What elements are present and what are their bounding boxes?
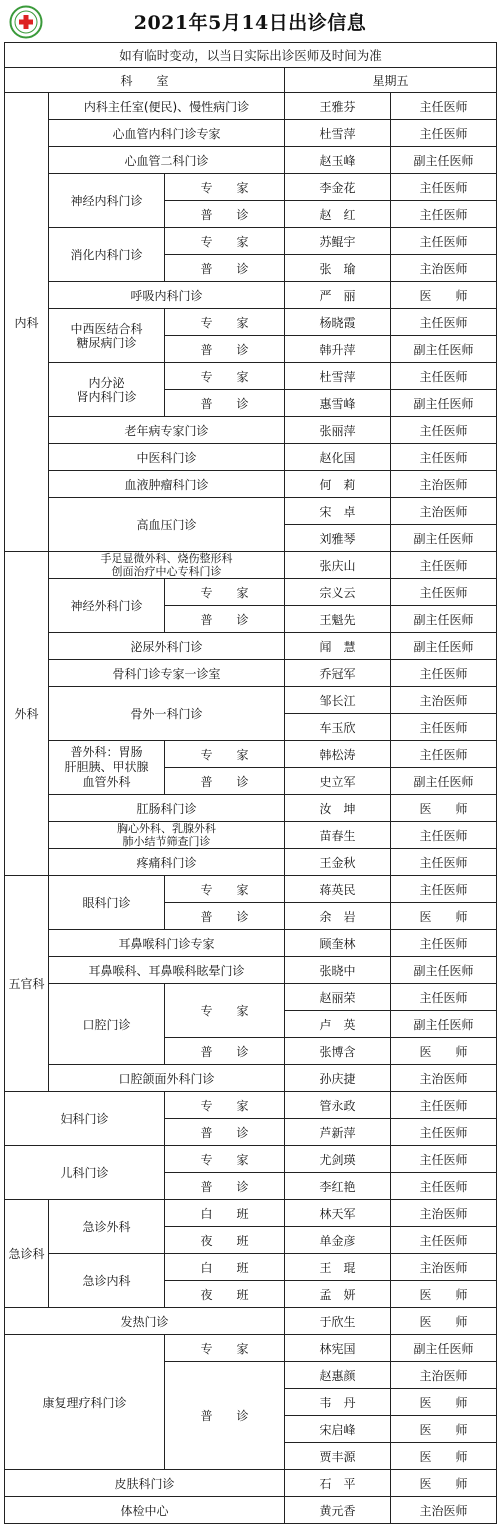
table-row bbox=[5, 1335, 497, 1362]
dept-cell: 心血管二科门诊 bbox=[49, 147, 285, 174]
table-row bbox=[5, 849, 497, 876]
dept-cell: 中西医结合科 糖尿病门诊 bbox=[49, 309, 165, 363]
type-cell: 普 诊 bbox=[165, 201, 285, 228]
doctor-name: 王雅芬 bbox=[285, 93, 391, 120]
dept-cell: 消化内科门诊 bbox=[49, 228, 165, 282]
doctor-title: 主任医师 bbox=[391, 1119, 497, 1146]
doctor-name: 杜雪萍 bbox=[285, 363, 391, 390]
type-cell: 专 家 bbox=[165, 363, 285, 390]
table-row bbox=[5, 633, 497, 660]
doctor-name: 张庆山 bbox=[285, 552, 391, 579]
doctor-name: 顾奎林 bbox=[285, 930, 391, 957]
table-row bbox=[5, 498, 497, 525]
doctor-title: 主治医师 bbox=[391, 471, 497, 498]
table-row bbox=[5, 417, 497, 444]
department-header: 科 室 bbox=[5, 68, 285, 93]
type-cell: 白 班 bbox=[165, 1200, 285, 1227]
doctor-title: 主任医师 bbox=[391, 849, 497, 876]
doctor-name: 闻 慧 bbox=[285, 633, 391, 660]
dept-cell: 耳鼻喉科门诊专家 bbox=[49, 930, 285, 957]
type-cell: 普 诊 bbox=[165, 255, 285, 282]
doctor-name: 卢 英 bbox=[285, 1011, 391, 1038]
notice-row bbox=[5, 43, 497, 68]
doctor-title: 主任医师 bbox=[391, 930, 497, 957]
schedule-table bbox=[4, 42, 497, 1524]
doctor-title: 主治医师 bbox=[391, 1200, 497, 1227]
dept-cell: 发热门诊 bbox=[5, 1308, 285, 1335]
table-row bbox=[5, 363, 497, 390]
table-row bbox=[5, 579, 497, 606]
doctor-name: 蒋英民 bbox=[285, 876, 391, 903]
dept-cell: 耳鼻喉科、耳鼻喉科眩晕门诊 bbox=[49, 957, 285, 984]
doctor-title: 主任医师 bbox=[391, 201, 497, 228]
type-cell: 专 家 bbox=[165, 876, 285, 903]
dept-cell: 胸心外科、乳腺外科 肺小结节筛查门诊 bbox=[49, 822, 285, 849]
type-cell: 专 家 bbox=[165, 1146, 285, 1173]
doctor-name: 赵 红 bbox=[285, 201, 391, 228]
dept-cell: 眼科门诊 bbox=[49, 876, 165, 930]
doctor-title: 副主任医师 bbox=[391, 390, 497, 417]
table-row bbox=[5, 282, 497, 309]
type-cell: 普 诊 bbox=[165, 606, 285, 633]
doctor-title: 医 师 bbox=[391, 1443, 497, 1470]
type-cell: 普 诊 bbox=[165, 336, 285, 363]
table-row bbox=[5, 444, 497, 471]
doctor-name: 杨晓霞 bbox=[285, 309, 391, 336]
table-row bbox=[5, 552, 497, 579]
doctor-name: 苏鲲宇 bbox=[285, 228, 391, 255]
dept-cell: 内分泌 肾内科门诊 bbox=[49, 363, 165, 417]
table-row bbox=[5, 1092, 497, 1119]
section-wuguan: 五官科 bbox=[5, 876, 49, 1092]
doctor-name: 林天军 bbox=[285, 1200, 391, 1227]
doctor-name: 孙庆捷 bbox=[285, 1065, 391, 1092]
doctor-name: 于欣生 bbox=[285, 1308, 391, 1335]
dept-cell: 老年病专家门诊 bbox=[49, 417, 285, 444]
doctor-title: 副主任医师 bbox=[391, 957, 497, 984]
doctor-name: 史立军 bbox=[285, 768, 391, 795]
dept-cell: 神经内科门诊 bbox=[49, 174, 165, 228]
doctor-title: 主治医师 bbox=[391, 1362, 497, 1389]
doctor-name: 张晓中 bbox=[285, 957, 391, 984]
dept-cell: 血液肿瘤科门诊 bbox=[49, 471, 285, 498]
doctor-title: 主治医师 bbox=[391, 498, 497, 525]
doctor-title: 主治医师 bbox=[391, 255, 497, 282]
doctor-name: 乔冠军 bbox=[285, 660, 391, 687]
doctor-title: 副主任医师 bbox=[391, 768, 497, 795]
doctor-title: 主任医师 bbox=[391, 228, 497, 255]
dept-cell: 肛肠科门诊 bbox=[49, 795, 285, 822]
doctor-title: 副主任医师 bbox=[391, 1335, 497, 1362]
dept-cell: 心血管内科门诊专家 bbox=[49, 120, 285, 147]
hospital-logo-icon bbox=[9, 5, 43, 39]
doctor-name: 宗义云 bbox=[285, 579, 391, 606]
table-row bbox=[5, 795, 497, 822]
doctor-name: 杜雪萍 bbox=[285, 120, 391, 147]
doctor-name: 张丽萍 bbox=[285, 417, 391, 444]
doctor-title: 主任医师 bbox=[391, 309, 497, 336]
dept-cell: 泌尿外科门诊 bbox=[49, 633, 285, 660]
type-cell: 夜 班 bbox=[165, 1281, 285, 1308]
type-cell: 普 诊 bbox=[165, 768, 285, 795]
doctor-title: 副主任医师 bbox=[391, 606, 497, 633]
doctor-title: 主任医师 bbox=[391, 579, 497, 606]
table-row bbox=[5, 876, 497, 903]
dept-cell: 疼痛科门诊 bbox=[49, 849, 285, 876]
type-cell: 专 家 bbox=[165, 309, 285, 336]
dept-cell: 普外科：胃肠 肝胆胰、甲状腺 血管外科 bbox=[49, 741, 165, 795]
type-cell: 专 家 bbox=[165, 741, 285, 768]
table-row bbox=[5, 687, 497, 714]
doctor-name: 赵化国 bbox=[285, 444, 391, 471]
doctor-title: 医 师 bbox=[391, 282, 497, 309]
doctor-name: 王 琨 bbox=[285, 1254, 391, 1281]
doctor-title: 主任医师 bbox=[391, 714, 497, 741]
table-row bbox=[5, 93, 497, 120]
type-cell: 普 诊 bbox=[165, 1038, 285, 1065]
table-row bbox=[5, 1065, 497, 1092]
table-row bbox=[5, 1308, 497, 1335]
doctor-name: 韩松涛 bbox=[285, 741, 391, 768]
table-row bbox=[5, 1497, 497, 1524]
page-header bbox=[0, 0, 500, 42]
table-row bbox=[5, 957, 497, 984]
doctor-title: 主任医师 bbox=[391, 741, 497, 768]
doctor-title: 主任医师 bbox=[391, 120, 497, 147]
doctor-name: 余 岩 bbox=[285, 903, 391, 930]
doctor-name: 邹长江 bbox=[285, 687, 391, 714]
doctor-title: 主任医师 bbox=[391, 1092, 497, 1119]
doctor-title: 主任医师 bbox=[391, 363, 497, 390]
dept-cell: 康复理疗科门诊 bbox=[5, 1335, 165, 1470]
table-row bbox=[5, 147, 497, 174]
doctor-title: 医 师 bbox=[391, 1389, 497, 1416]
dept-cell: 神经外科门诊 bbox=[49, 579, 165, 633]
doctor-name: 石 平 bbox=[285, 1470, 391, 1497]
doctor-name: 林宪国 bbox=[285, 1335, 391, 1362]
table-row bbox=[5, 228, 497, 255]
table-row bbox=[5, 1470, 497, 1497]
doctor-title: 副主任医师 bbox=[391, 525, 497, 552]
doctor-name: 李红艳 bbox=[285, 1173, 391, 1200]
doctor-title: 医 师 bbox=[391, 795, 497, 822]
weekday-header: 星期五 bbox=[285, 68, 497, 93]
doctor-name: 王魁先 bbox=[285, 606, 391, 633]
doctor-name: 张 瑜 bbox=[285, 255, 391, 282]
doctor-title: 主任医师 bbox=[391, 660, 497, 687]
dept-cell: 内科主任室(便民)、慢性病门诊 bbox=[49, 93, 285, 120]
doctor-name: 赵玉峰 bbox=[285, 147, 391, 174]
dept-cell: 体检中心 bbox=[5, 1497, 285, 1524]
doctor-title: 主任医师 bbox=[391, 174, 497, 201]
doctor-title: 主任医师 bbox=[391, 93, 497, 120]
type-cell: 专 家 bbox=[165, 1335, 285, 1362]
doctor-name: 赵丽荣 bbox=[285, 984, 391, 1011]
type-cell: 普 诊 bbox=[165, 903, 285, 930]
doctor-title: 医 师 bbox=[391, 1308, 497, 1335]
doctor-name: 韦 丹 bbox=[285, 1389, 391, 1416]
table-row bbox=[5, 1200, 497, 1227]
doctor-title: 主任医师 bbox=[391, 1173, 497, 1200]
doctor-title: 副主任医师 bbox=[391, 147, 497, 174]
doctor-title: 主治医师 bbox=[391, 1065, 497, 1092]
doctor-name: 何 莉 bbox=[285, 471, 391, 498]
dept-cell: 妇科门诊 bbox=[5, 1092, 165, 1146]
doctor-title: 主治医师 bbox=[391, 1497, 497, 1524]
doctor-name: 孟 妍 bbox=[285, 1281, 391, 1308]
table-row bbox=[5, 471, 497, 498]
type-cell: 专 家 bbox=[165, 228, 285, 255]
section-neike: 内科 bbox=[5, 93, 49, 552]
doctor-title: 主治医师 bbox=[391, 1254, 497, 1281]
doctor-name: 张博含 bbox=[285, 1038, 391, 1065]
doctor-name: 刘雅琴 bbox=[285, 525, 391, 552]
doctor-name: 黄元香 bbox=[285, 1497, 391, 1524]
dept-cell: 骨科门诊专家一诊室 bbox=[49, 660, 285, 687]
section-jizhen: 急诊科 bbox=[5, 1200, 49, 1308]
dept-cell: 口腔颌面外科门诊 bbox=[49, 1065, 285, 1092]
type-cell: 专 家 bbox=[165, 1092, 285, 1119]
table-row bbox=[5, 741, 497, 768]
column-header-row bbox=[5, 68, 497, 93]
dept-cell: 中医科门诊 bbox=[49, 444, 285, 471]
doctor-name: 王金秋 bbox=[285, 849, 391, 876]
doctor-title: 主任医师 bbox=[391, 984, 497, 1011]
doctor-title: 主任医师 bbox=[391, 552, 497, 579]
type-cell: 专 家 bbox=[165, 174, 285, 201]
table-row bbox=[5, 660, 497, 687]
dept-cell: 皮肤科门诊 bbox=[5, 1470, 285, 1497]
doctor-title: 医 师 bbox=[391, 1416, 497, 1443]
dept-cell: 儿科门诊 bbox=[5, 1146, 165, 1200]
table-row bbox=[5, 930, 497, 957]
doctor-name: 车玉欣 bbox=[285, 714, 391, 741]
doctor-title: 主任医师 bbox=[391, 417, 497, 444]
doctor-name: 严 丽 bbox=[285, 282, 391, 309]
table-row bbox=[5, 822, 497, 849]
doctor-title: 主治医师 bbox=[391, 687, 497, 714]
table-row bbox=[5, 1254, 497, 1281]
doctor-title: 主任医师 bbox=[391, 1227, 497, 1254]
dept-cell: 骨外一科门诊 bbox=[49, 687, 285, 741]
doctor-name: 尤剑瑛 bbox=[285, 1146, 391, 1173]
doctor-name: 苗春生 bbox=[285, 822, 391, 849]
doctor-name: 管永政 bbox=[285, 1092, 391, 1119]
dept-cell: 口腔门诊 bbox=[49, 984, 165, 1065]
doctor-name: 韩升萍 bbox=[285, 336, 391, 363]
doctor-title: 主任医师 bbox=[391, 876, 497, 903]
doctor-name: 惠雪峰 bbox=[285, 390, 391, 417]
dept-cell: 手足显微外科、烧伤整形科 创面治疗中心专科门诊 bbox=[49, 552, 285, 579]
table-row bbox=[5, 309, 497, 336]
doctor-name: 贾丰源 bbox=[285, 1443, 391, 1470]
doctor-title: 医 师 bbox=[391, 1470, 497, 1497]
type-cell: 普 诊 bbox=[165, 1362, 285, 1470]
doctor-name: 宋 卓 bbox=[285, 498, 391, 525]
type-cell: 专 家 bbox=[165, 984, 285, 1038]
doctor-title: 副主任医师 bbox=[391, 633, 497, 660]
table-row bbox=[5, 174, 497, 201]
doctor-name: 芦新萍 bbox=[285, 1119, 391, 1146]
type-cell: 普 诊 bbox=[165, 1173, 285, 1200]
doctor-title: 主任医师 bbox=[391, 444, 497, 471]
dept-cell: 急诊内科 bbox=[49, 1254, 165, 1308]
page-title: 2021年5月14日出诊信息 bbox=[133, 11, 367, 34]
doctor-name: 宋启峰 bbox=[285, 1416, 391, 1443]
notice-text: 如有临时变动，以当日实际出诊医师及时间为准 bbox=[5, 43, 497, 68]
doctor-title: 医 师 bbox=[391, 1038, 497, 1065]
doctor-title: 副主任医师 bbox=[391, 1011, 497, 1038]
dept-cell: 急诊外科 bbox=[49, 1200, 165, 1254]
doctor-title: 医 师 bbox=[391, 903, 497, 930]
doctor-name: 汝 坤 bbox=[285, 795, 391, 822]
dept-cell: 呼吸内科门诊 bbox=[49, 282, 285, 309]
doctor-name: 赵惠颜 bbox=[285, 1362, 391, 1389]
table-row bbox=[5, 984, 497, 1011]
type-cell: 夜 班 bbox=[165, 1227, 285, 1254]
type-cell: 普 诊 bbox=[165, 390, 285, 417]
doctor-name: 单金彦 bbox=[285, 1227, 391, 1254]
doctor-title: 副主任医师 bbox=[391, 336, 497, 363]
type-cell: 专 家 bbox=[165, 579, 285, 606]
doctor-name: 李金花 bbox=[285, 174, 391, 201]
type-cell: 白 班 bbox=[165, 1254, 285, 1281]
doctor-title: 主任医师 bbox=[391, 822, 497, 849]
type-cell: 普 诊 bbox=[165, 1119, 285, 1146]
table-row bbox=[5, 120, 497, 147]
table-row bbox=[5, 1146, 497, 1173]
section-waike: 外科 bbox=[5, 552, 49, 876]
doctor-title: 医 师 bbox=[391, 1281, 497, 1308]
dept-cell: 高血压门诊 bbox=[49, 498, 285, 552]
doctor-title: 主任医师 bbox=[391, 1146, 497, 1173]
